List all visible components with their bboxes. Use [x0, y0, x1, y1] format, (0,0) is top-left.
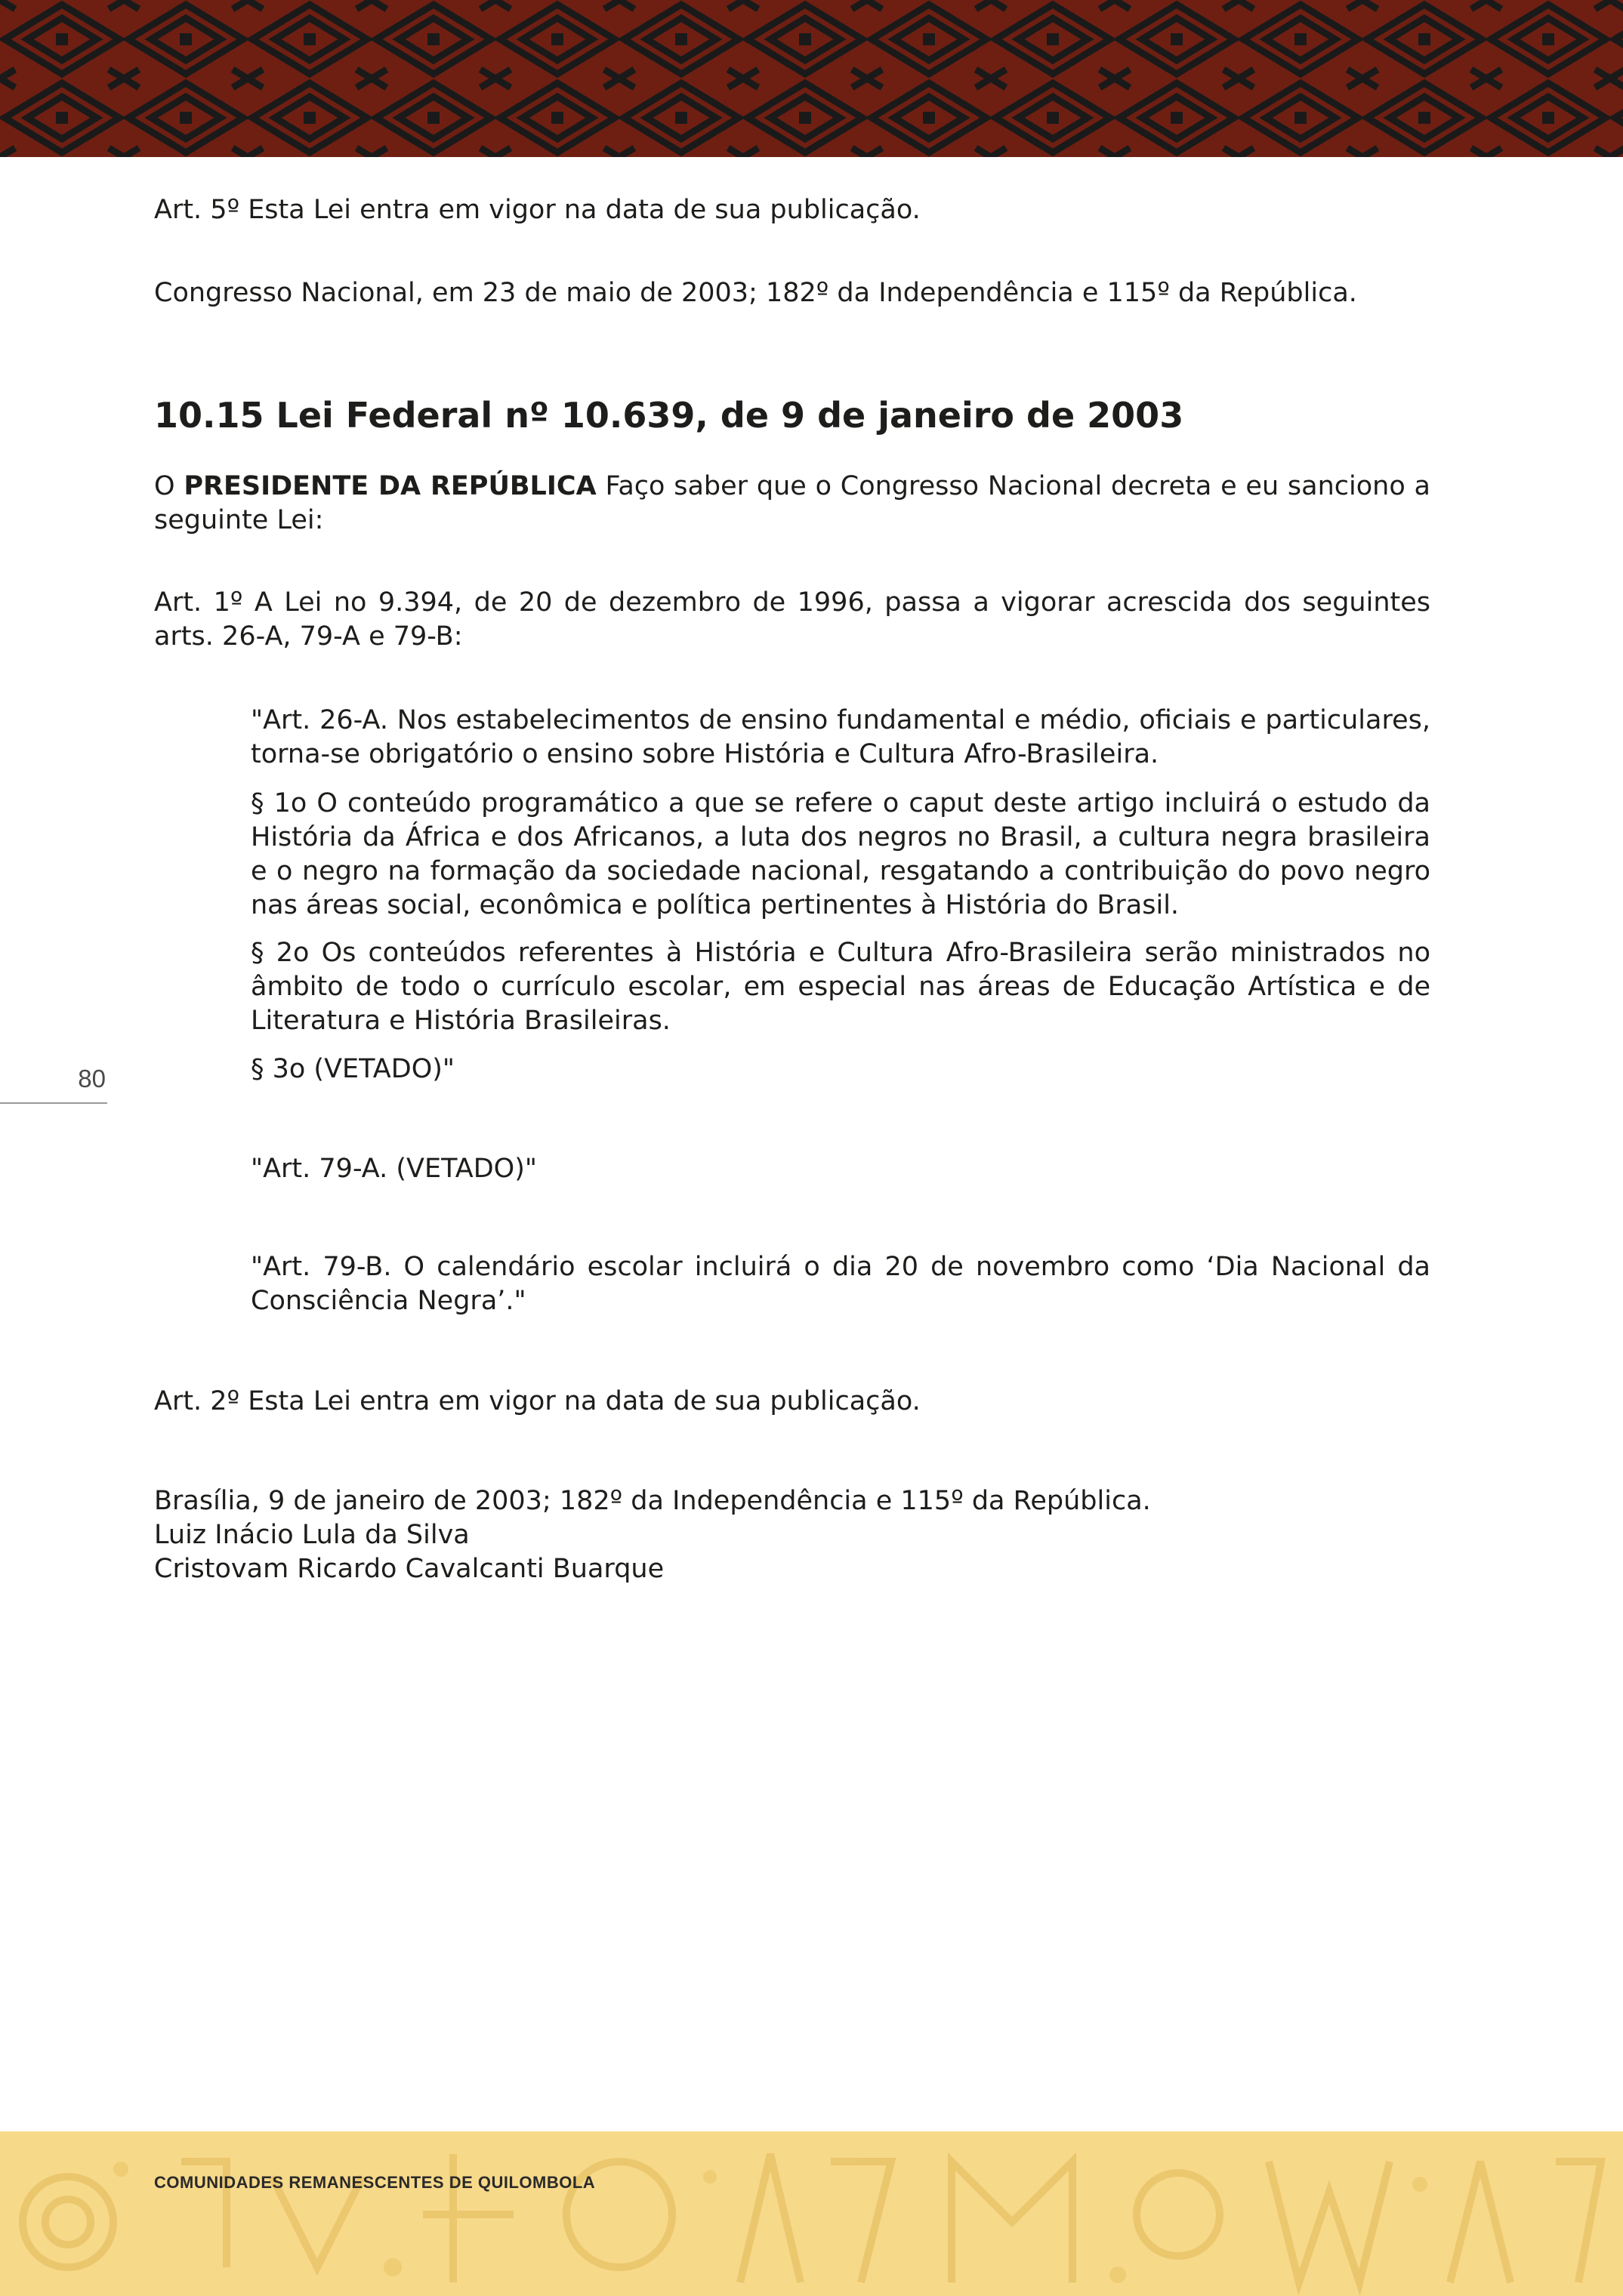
- footer-decorative-band: [0, 2131, 1623, 2296]
- paragraph-1: § 1o O conteúdo programático a que se refere o caput deste artigo incluirá o estudo da História da África e dos Africanos, a luta dos negros no Brasil, a cultura negra brasileira e o negro na formação da sociedade nacional, resgatando a contribuição do povo negro nas áreas social, econômica e política pertinentes à História do Brasil.: [251, 788, 1430, 920]
- art2-paragraph: Art. 2º Esta Lei entra em vigor na data de sua publicação.: [154, 1386, 921, 1416]
- intro-paragraph: [154, 470, 1430, 538]
- art26a-paragraph: "Art. 26-A. Nos estabelecimentos de ensino fundamental e médio, oficiais e particulares, torna-se obrigatório o ensino sobre História e Cultura Afro-Brasileira.: [251, 705, 1430, 769]
- paragraph-3: § 3o (VETADO)": [251, 1054, 455, 1084]
- previous-art5: Art. 5º Esta Lei entra em vigor na data de sua publicação.: [154, 195, 921, 225]
- signer-1: Luiz Inácio Lula da Silva: [154, 1520, 470, 1550]
- previous-congress-date: Congresso Nacional, em 23 de maio de 2003; 182º da Independência e 115º da República.: [154, 278, 1357, 308]
- art1-paragraph: Art. 1º A Lei no 9.394, de 20 de dezembro de 1996, passa a vigorar acrescida dos seguintes arts. 26-A, 79-A e 79-B:: [154, 587, 1430, 652]
- intro-prefix: O: [154, 471, 184, 501]
- paragraph-2: § 2o Os conteúdos referentes à História e Cultura Afro-Brasileira serão ministrados no âmbito de todo o currículo escolar, em especial nas áreas de Educação Artística e de Literatura e História Brasileiras.: [251, 938, 1430, 1036]
- footer-pattern: [0, 2131, 1623, 2296]
- header-pattern: [0, 0, 1623, 157]
- header-decorative-band: [0, 0, 1623, 157]
- section-heading: 10.15 Lei Federal nº 10.639, de 9 de janeiro de 2003: [154, 395, 1184, 436]
- intro-rest: Faço saber que o Congresso Nacional decreta e eu sanciono a seguinte Lei:: [154, 471, 1430, 535]
- art79a-paragraph: "Art. 79-A. (VETADO)": [251, 1154, 537, 1184]
- page-number-rule: [0, 1102, 107, 1104]
- art79b-paragraph: "Art. 79-B. O calendário escolar incluirá o dia 20 de novembro como ‘Dia Nacional da Consciência Negra’.": [251, 1252, 1430, 1316]
- signature-place-date: Brasília, 9 de janeiro de 2003; 182º da Independência e 115º da República.: [154, 1486, 1151, 1516]
- page-number: 80: [78, 1065, 106, 1093]
- intro-bold: PRESIDENTE DA REPÚBLICA: [184, 471, 597, 501]
- signer-2: Cristovam Ricardo Cavalcanti Buarque: [154, 1554, 665, 1584]
- footer-title: COMUNIDADES REMANESCENTES DE QUILOMBOLA: [154, 2173, 596, 2192]
